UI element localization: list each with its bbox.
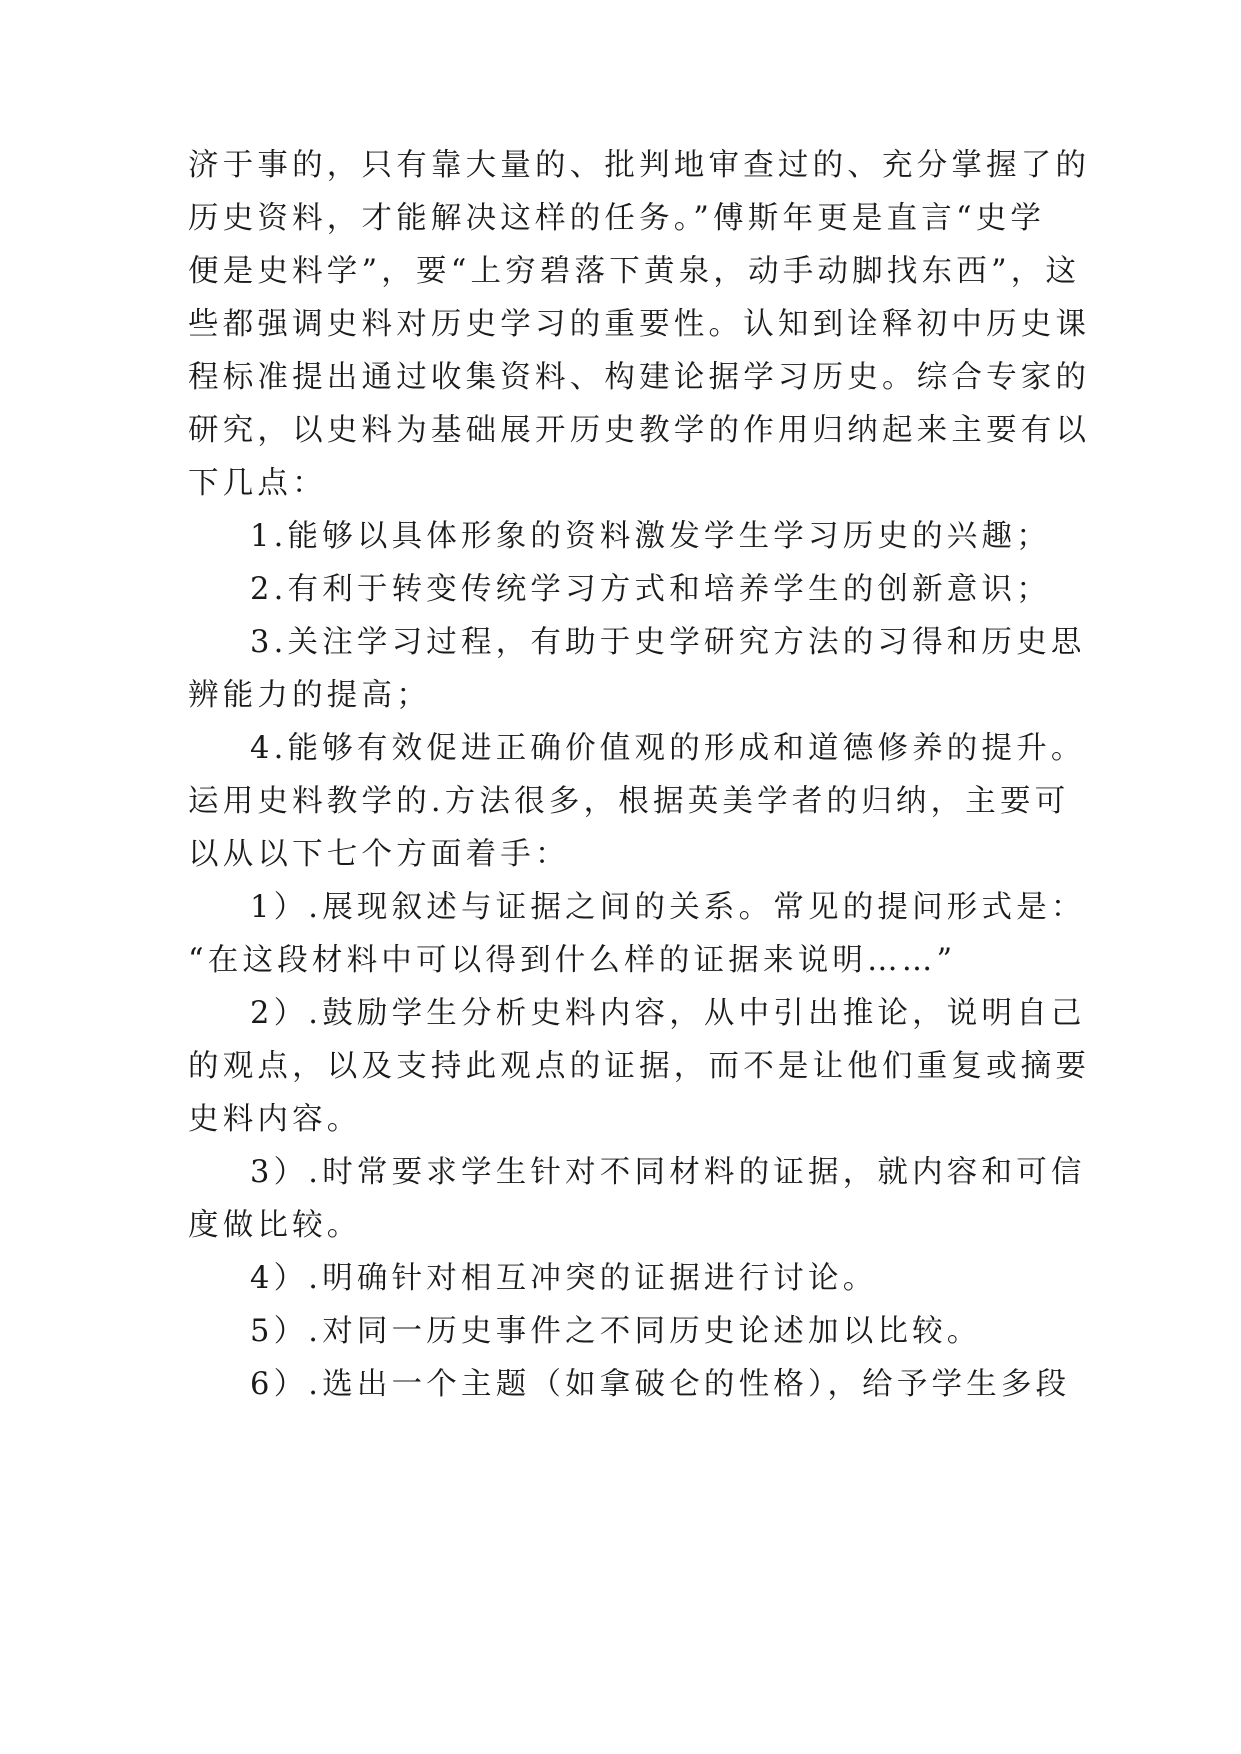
text-line: 些都强调史料对历史学习的重要性。认知到诠释初中历史课	[188, 307, 1091, 342]
list-item: 4.能够有效促进正确价值观的形成和道德修养的提升。	[250, 731, 1086, 766]
list-item: 4）.明确针对相互冲突的证据进行讨论。	[250, 1261, 878, 1296]
text-line: 运用史料教学的.方法很多，根据英美学者的归纳，主要可	[188, 784, 1070, 819]
text-line: 以从以下七个方面着手：	[188, 837, 570, 872]
text-line: 史料内容。	[188, 1102, 362, 1137]
list-item: 2）.鼓励学生分析史料内容，从中引出推论，说明自己	[250, 996, 1086, 1031]
text-line: 便是史料学”，要“上穷碧落下黄泉，动手动脚找东西”，这	[188, 254, 1081, 289]
list-item: 1）.展现叙述与证据之间的关系。常见的提问形式是：	[250, 890, 1086, 925]
text-line: 程标准提出通过收集资料、构建论据学习历史。综合专家的	[188, 360, 1091, 395]
text-line: 济于事的，只有靠大量的、批判地审查过的、充分掌握了的	[188, 148, 1091, 183]
text-line: “在这段材料中可以得到什么样的证据来说明……”	[188, 943, 957, 978]
list-item: 3.关注学习过程，有助于史学研究方法的习得和历史思	[250, 625, 1086, 660]
list-item: 6）.选出一个主题（如拿破仑的性格），给予学生多段	[250, 1367, 1071, 1402]
list-item: 3）.时常要求学生针对不同材料的证据，就内容和可信	[250, 1155, 1086, 1190]
text-line: 的观点，以及支持此观点的证据，而不是让他们重复或摘要	[188, 1049, 1091, 1084]
list-item: 2.有利于转变传统学习方式和培养学生的创新意识；	[250, 572, 1051, 607]
text-line: 度做比较。	[188, 1208, 362, 1243]
list-item: 5）.对同一历史事件之不同历史论述加以比较。	[250, 1314, 982, 1349]
list-item: 1.能够以具体形象的资料激发学生学习历史的兴趣；	[250, 519, 1051, 554]
text-line: 辨能力的提高；	[188, 678, 431, 713]
text-line: 下几点：	[188, 466, 327, 501]
text-line: 研究，以史料为基础展开历史教学的作用归纳起来主要有以	[188, 413, 1091, 448]
text-line: 历史资料，才能解决这样的任务。”傅斯年更是直言“史学	[188, 201, 1046, 236]
